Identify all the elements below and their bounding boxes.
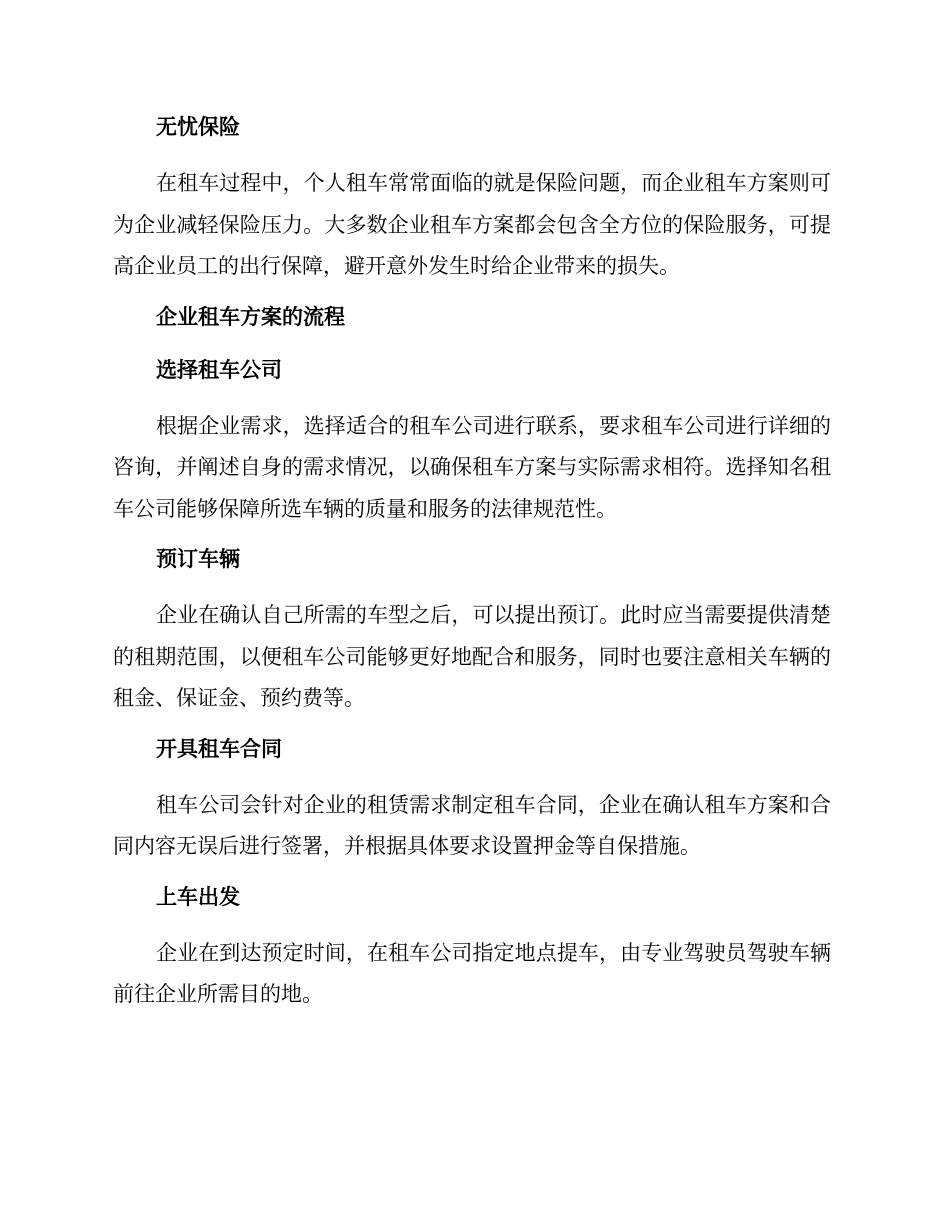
heading-issue-contract: 开具租车合同 xyxy=(156,736,282,761)
heading-rental-process: 企业租车方案的流程 xyxy=(156,304,345,329)
paragraph-depart: 企业在到达预定时间，在租车公司指定地点提车，由专业驾驶员驾驶车辆前往企业所需目的地。 xyxy=(113,940,831,1006)
paragraph-insurance: 在租车过程中，个人租车常常面临的就是保险问题，而企业租车方案则可为企业减轻保险压力。大多数企业租车方案都会包含全方位的保险服务，可提高企业员工的出行保障，避开意外发生时给企业带来的损失。 xyxy=(113,171,831,278)
paragraph-reserve-vehicle: 企业在确认自己所需的车型之后，可以提出预订。此时应当需要提供清楚的租期范围，以便租车公司能够更好地配合和服务，同时也要注意相关车辆的租金、保证金、预约费等。 xyxy=(113,603,831,710)
heading-worry-free-insurance: 无忧保险 xyxy=(156,115,240,139)
paragraph-issue-contract: 租车公司会针对企业的租赁需求制定租车合同，企业在确认租车方案和合同内容无误后进行签署，并根据具体要求设置押金等自保措施。 xyxy=(113,792,831,858)
heading-choose-company: 选择租车公司 xyxy=(156,357,282,382)
paragraph-choose-company: 根据企业需求，选择适合的租车公司进行联系，要求租车公司进行详细的咨询，并阐述自身的需求情况，以确保租车方案与实际需求相符。选择知名租车公司能够保障所选车辆的质量和服务的法律规范性。 xyxy=(113,413,831,521)
document-body xyxy=(113,110,831,1028)
heading-reserve-vehicle: 预订车辆 xyxy=(156,547,240,571)
heading-depart: 上车出发 xyxy=(156,884,240,909)
